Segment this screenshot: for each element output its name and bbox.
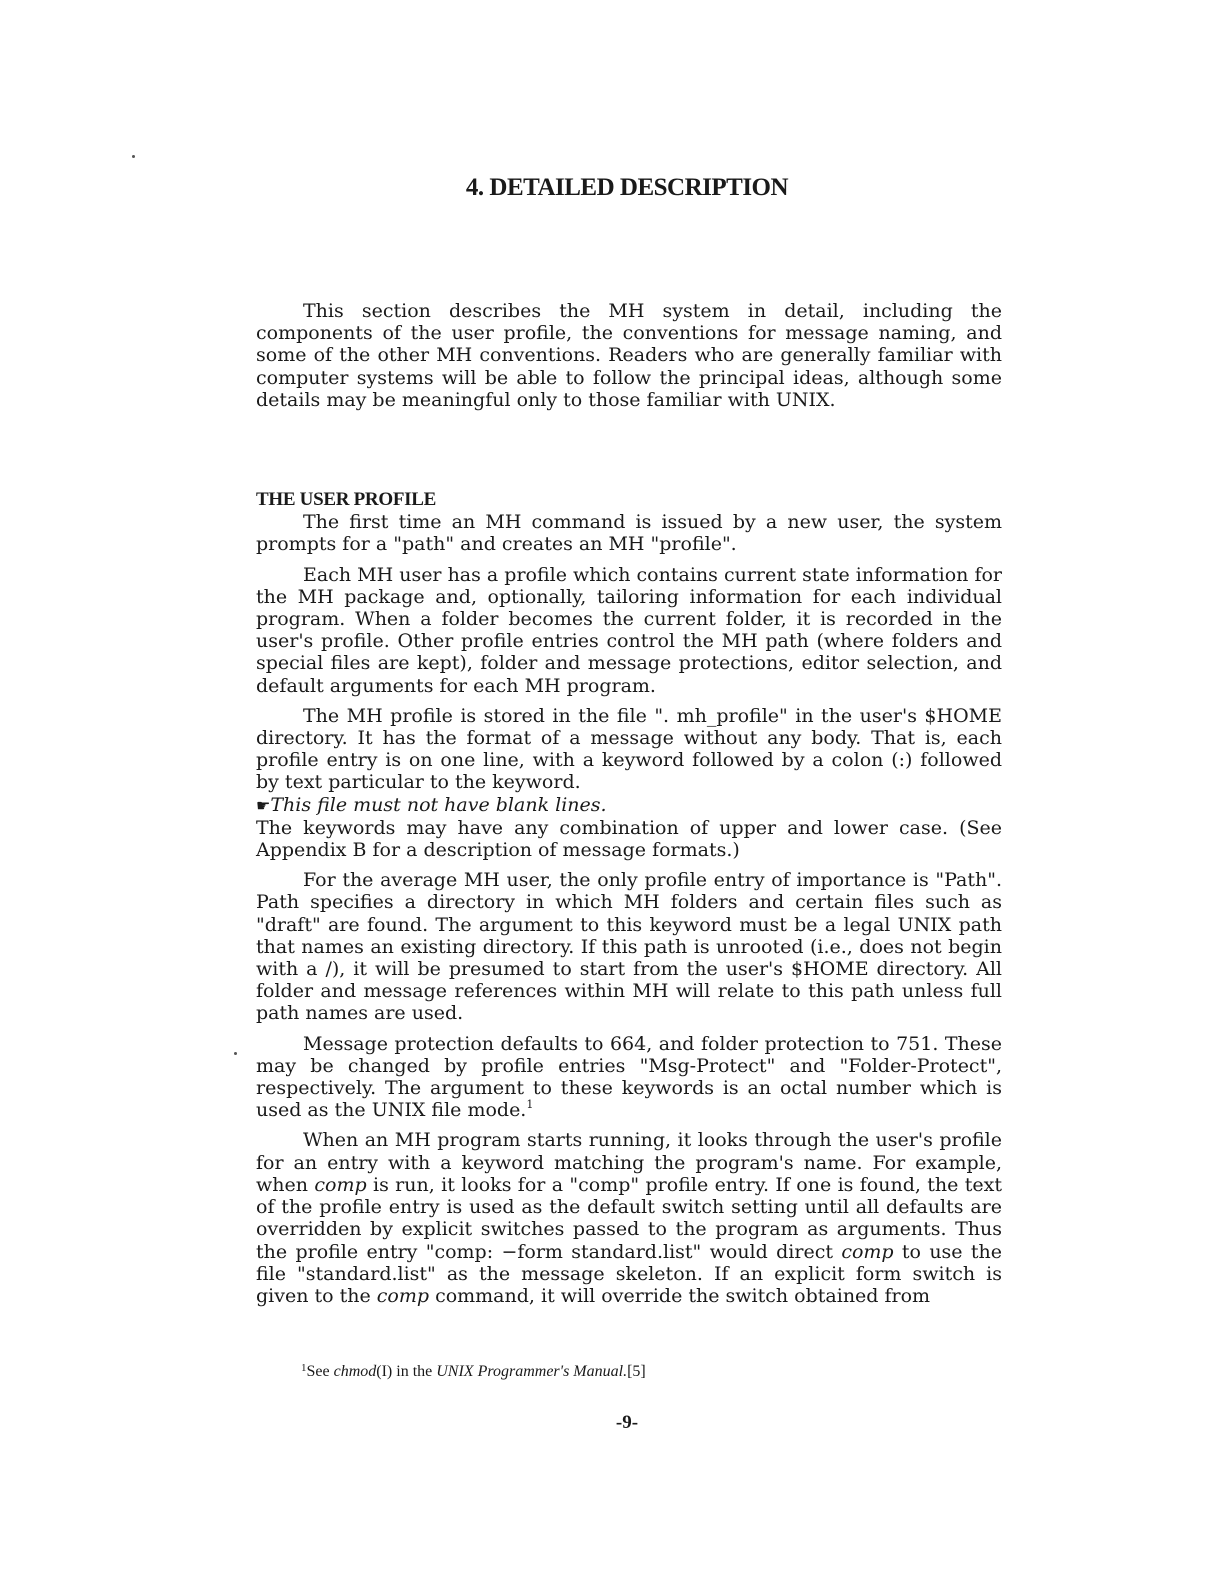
paragraph-profile-contents: Each MH user has a profile which contains current state information for the MH package and, optionally, tailoring information for each individual program. When a folder becomes the current folder, it is recorded in the user's profile. Other profile entries control the MH path (where folders and special files are kept), folder and message protections, editor selection, and default arguments for each MH program. (256, 563, 1002, 697)
program-entries-text: to use the file "standard.list" as the message skeleton. If an explicit form switch is given to the (256, 1240, 1002, 1307)
paragraph-protection (256, 1033, 1002, 1122)
program-entries-text: command, it will override the switch obtained from (429, 1284, 931, 1307)
footnote-reference: 1 (526, 1098, 534, 1112)
paragraph-program-entries (256, 1129, 1002, 1307)
program-entries-text: When an MH program starts running, it looks through the user's profile for an entry with a keyword matching the program's name. For example, when (256, 1129, 1002, 1196)
command-name: comp (841, 1240, 894, 1263)
section-heading: THE USER PROFILE (256, 489, 436, 510)
paragraph-keywords: The keywords may have any combination of upper and lower case. (See Appendix B for a description of message formats.) (256, 816, 1002, 862)
paragraph-profile-file: The MH profile is stored in the file ". mh_profile" in the user's $HOME directory. It has the format of a message without any body. That is, each profile entry is on one line, with a keyword followed by a colon (:) followed by text particular to the keyword. (256, 704, 1002, 794)
intro-block (256, 300, 1002, 411)
command-name: comp (376, 1284, 430, 1307)
footnote-text: See (306, 1363, 334, 1380)
program-entries-text: is run, it looks for a "comp" profile entry. If one is found, the text of the profile entry is used as the default switch setting until all defaults are overridden by explicit switches passed to the program as arguments. Thus the profile entry "comp: −form standard.list" would direct (256, 1173, 1002, 1263)
paragraph-first-time: The first time an MH command is issued by a new user, the system prompts for a "path" and creates an MH "profile". (256, 511, 1002, 556)
footnote-manual-title: UNIX Programmer's Manual. (436, 1363, 628, 1380)
footnote-mark: 1 (301, 1362, 307, 1374)
protection-text: Message protection defaults to 664, and folder protection to 751. These may be changed by profile entries "Msg-Protect" and "Folder-Protect", respectively. The argument to these keywords is an octal number which is used as the UNIX file mode. (256, 1032, 1002, 1122)
footnote-citation: [5] (627, 1363, 646, 1380)
footnote (301, 1363, 646, 1381)
command-name: comp (314, 1173, 367, 1196)
scan-speck (234, 1052, 237, 1055)
paragraph-path: For the average MH user, the only profile entry of importance is "Path". Path specifies a directory in which MH folders and certain files such as "draft" are found. The argument to this keyword must be a legal UNIX path that names an existing directory. If this path is unrooted (i.e., does not begin with a /), it will be presumed to start from the user's $HOME directory. All folder and message references within MH will relate to this path unless full path names are used. (256, 869, 1002, 1025)
warning-text: This file must not have blank lines. (270, 793, 607, 816)
scan-speck (132, 155, 135, 158)
warning-line (256, 794, 1002, 817)
page-number: -9- (615, 1412, 639, 1433)
footnote-text: (I) in the (376, 1363, 437, 1380)
footnote-command: chmod (333, 1363, 377, 1380)
user-profile-section (256, 489, 1002, 1307)
intro-paragraph: This section describes the MH system in detail, including the components of the user profile, the conventions for message naming, and some of the other MH conventions. Readers who are generally familiar with computer systems will be able to follow the principal ideas, although some details may be meaningful only to those familiar with UNIX. (256, 300, 1002, 411)
pointing-hand-icon: ☛ (256, 795, 271, 815)
page-title: 4. DETAILED DESCRIPTION (465, 174, 789, 201)
